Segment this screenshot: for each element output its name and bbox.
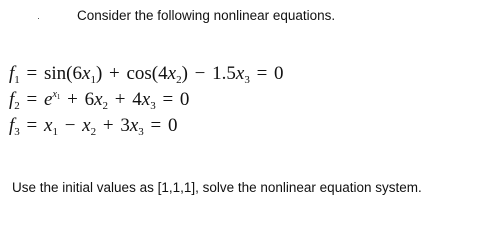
eq-f1-sin-close: )	[95, 63, 103, 84]
eq-f1-x1-sub: 1	[90, 74, 96, 86]
eq-f3-equals-2: =	[150, 115, 162, 136]
eq-f1-cos-close: )	[181, 63, 188, 84]
eq-f3-coef3: 3	[120, 115, 130, 136]
eq-f1-x3: x	[235, 63, 245, 84]
eq-f2-coef2: 6	[84, 89, 95, 110]
eq-f1-equals-2: =	[256, 63, 268, 84]
eq-f2-coef3: 4	[132, 89, 142, 110]
eq-f1-x1: x	[82, 63, 91, 84]
intro-text: Consider the following nonlinear equations.	[77, 8, 336, 23]
eq-f3-plus: +	[102, 115, 114, 136]
eq-f1-x2: x	[167, 63, 177, 84]
eq-f3-x3-sub: 3	[138, 126, 144, 138]
eq-f2-plus-1: +	[67, 89, 78, 110]
eq-f1-minus: −	[194, 63, 206, 84]
eq-f2-x2: x	[94, 89, 103, 110]
eq-f2-exp-var: x	[52, 89, 57, 100]
eq-f2-lhs-sub: 2	[14, 100, 20, 112]
eq-f1-equals: =	[26, 63, 38, 84]
eq-f2-base: e	[44, 89, 53, 110]
equation-f3	[9, 115, 177, 137]
eq-f2-rhs: 0	[179, 89, 190, 110]
eq-f3-equals: =	[26, 115, 38, 136]
eq-f1-x3-sub: 3	[244, 74, 250, 86]
eq-f2-x2-sub: 2	[102, 100, 109, 112]
eq-f3-x3: x	[129, 115, 139, 136]
eq-f2-equals: =	[26, 89, 38, 110]
eq-f3-x2: x	[82, 115, 91, 136]
instruction-text: Use the initial values as [1,1,1], solve the nonlinear equation system.	[12, 180, 422, 195]
bullet-marker: ·	[37, 13, 40, 23]
eq-f1-cos: cos(4	[126, 63, 168, 84]
eq-f3-x1: x	[44, 115, 53, 136]
eq-f2-equals-2: =	[162, 89, 174, 110]
eq-f3-lhs-sub: 3	[14, 126, 20, 138]
eq-f1-lhs-sub: 1	[14, 74, 20, 86]
eq-f1-plus: +	[109, 63, 120, 84]
eq-f3-lhs: f	[9, 115, 15, 136]
equation-f1	[9, 63, 284, 85]
eq-f2-plus-2: +	[114, 89, 126, 110]
eq-f2-x3-sub: 3	[150, 100, 156, 112]
eq-f2-lhs: f	[9, 89, 15, 110]
eq-f2-x3: x	[141, 89, 151, 110]
equation-f2	[9, 89, 189, 111]
eq-f3-x2-sub: 2	[90, 126, 97, 138]
eq-f1-x2-sub: 2	[176, 74, 182, 86]
eq-f3-x1-sub: 1	[52, 126, 58, 138]
eq-f1-rhs: 0	[274, 63, 284, 84]
eq-f2-exp-sub: 1	[56, 93, 61, 101]
eq-f3-minus: −	[64, 115, 76, 136]
eq-f2-exponent	[52, 89, 60, 100]
eq-f1-lhs: f	[9, 63, 15, 84]
eq-f3-rhs: 0	[167, 115, 178, 136]
eq-f1-sin: sin(6	[44, 63, 82, 84]
eq-f1-coef3: 1.5	[212, 63, 236, 84]
